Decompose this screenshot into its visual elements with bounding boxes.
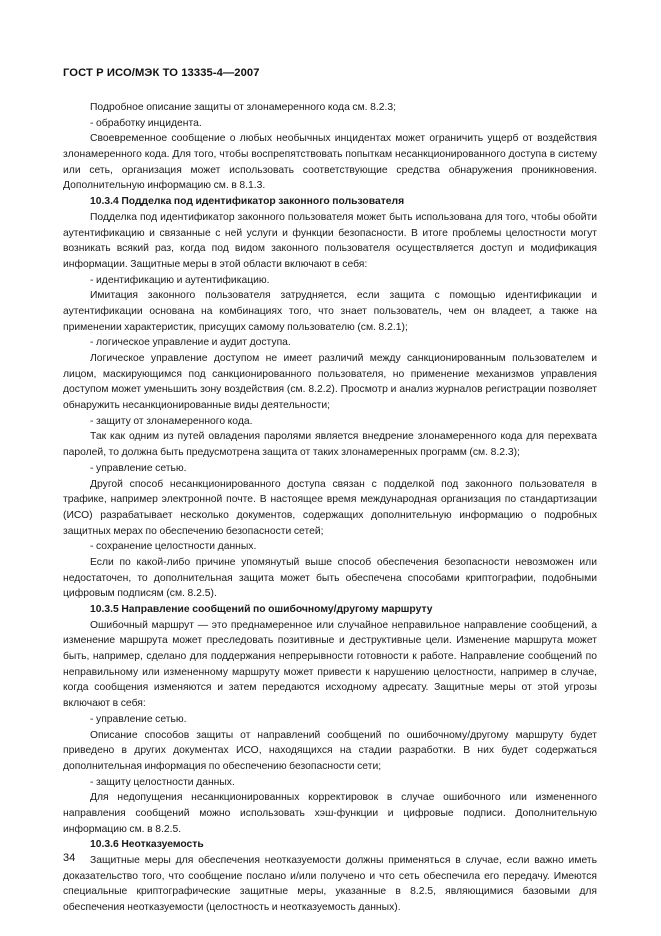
paragraph: Своевременное сообщение о любых необычных инцидентах может ограничить ущерб от воздействия злонамеренного кода. Для того, чтобы воспрепятствовать попыткам несанкционированного доступа в систему или сеть, организация может использовать соответствующие средства обнаружения проникновения. Дополнительную информацию см. в 8.1.3. [63, 133, 597, 192]
section-heading: 10.3.4 Подделка под идентификатор законного пользователя [90, 196, 405, 208]
paragraph: Ошибочный маршрут — это преднамеренное или случайное неправильное направление сообщений, а изменение маршрута может преследовать позитивные и деструктивные цели. Изменение маршрута может быть, например, сделано для поддержания непрерывности готовности к работе. Направление сообщений по неправильному или измененному маршруту может привести к нарушению целостности, например в случае, когда сообщения изменяются и затем передаются исходному адресату. Защитные меры от этой угрозы включают в себя: [63, 619, 597, 710]
paragraph: - защиту целостности данных. [90, 776, 235, 788]
paragraph: Имитация законного пользователя затрудняется, если защита с помощью идентификации и аутентификации основана на комбинациях того, что знает пользователь, чем он владеет, а также на применении характеристик, присущих самому пользователю (см. 8.2.1); [63, 290, 597, 333]
paragraph: - управление сетью. [90, 713, 187, 725]
section-heading: 10.3.5 Направление сообщений по ошибочному/другому маршруту [90, 604, 433, 615]
paragraph: Другой способ несанкционированного доступа связан с подделкой под законного пользователя в трафике, например электронной почте. В настоящее время международная организация по стандартизации (ИСО) разрабатывает несколько документов, содержащих дополнительную информацию о подробных защитных мерах по обеспечению безопасности сетей; [63, 478, 597, 537]
page-number: 34 [63, 852, 76, 864]
document-body [63, 100, 597, 916]
paragraph: Подробное описание защиты от злонамеренного кода см. 8.2.3; [90, 102, 397, 113]
paragraph: Защитные меры для обеспечения неотказуемости должны применяться в случае, если важно иметь доказательство того, что сообщение послано и/или получено и что сеть обеспечила его передачу. Имеются специальные криптографические защитные меры, указанные в 8.2.5, являющимися базовыми для обеспечения неотказуемости (целостность и неотказуемость данных). [63, 855, 597, 914]
paragraph: Так как одним из путей овладения паролями является внедрение злонамеренного кода для перехвата паролей, то должна быть предусмотрена защита от таких злонамеренных программ (см. 8.2.3); [63, 431, 597, 459]
paragraph: - управление сетью. [90, 462, 187, 474]
paragraph: Если по какой-либо причине упомянутый выше способ обеспечения безопасности невозможен или недостаточен, то дополнительная защита может быть обеспечена способами криптографии, подобными цифровым подписям (см. 8.2.5). [63, 556, 597, 600]
paragraph: Логическое управление доступом не имеет различий между санкционированным пользователем и лицом, маскирующимся под санкционированного пользователя, но применение механизмов управления доступом может уменьшить зону воздействия (см. 8.2.2). Просмотр и анализ журналов регистрации позволяет обнаружить несанкционированные виды деятельности; [63, 353, 597, 412]
section-heading: 10.3.6 Неотказуемость [90, 839, 204, 851]
paragraph: - идентификацию и аутентификацию. [90, 274, 270, 286]
paragraph: Для недопущения несанкционированных корректировок в случае ошибочного или измененного направления сообщений можно использовать хэш-функции и цифровые подписи. Дополнительную информацию см. в 8.2.5. [63, 792, 597, 835]
document-header: ГОСТ Р ИСО/МЭК ТО 13335-4—2007 [63, 67, 260, 79]
paragraph: - сохранение целостности данных. [90, 541, 257, 553]
paragraph: - защиту от злонамеренного кода. [90, 415, 253, 427]
paragraph: - обработку инцидента. [90, 117, 202, 129]
paragraph: - логическое управление и аудит доступа. [90, 337, 291, 349]
paragraph: Описание способов защиты от направлений сообщений по ошибочному/другому маршруту будет приведено в других документах ИСО, находящихся на стадии разработки. В них будет содержаться дополнительная информация по обеспечению безопасности сети; [63, 729, 597, 772]
paragraph: Подделка под идентификатор законного пользователя может быть использована для того, чтобы обойти аутентификацию и связанные с ней услуги и функции безопасности. В итоге проблемы целостности могут возникать всякий раз, когда под видом законного пользователя осуществляется доступ и модификация информации. Защитные меры в этой области включают в себя: [63, 211, 597, 270]
